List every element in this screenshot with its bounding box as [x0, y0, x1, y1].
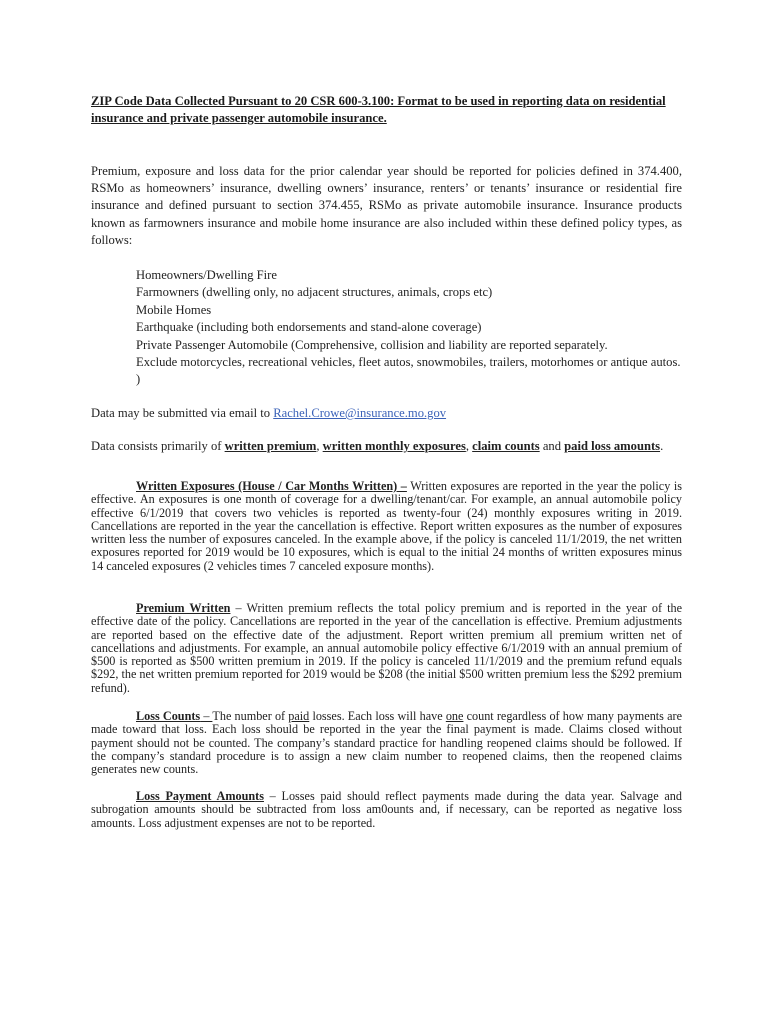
consists-separator: ,: [316, 439, 323, 453]
written-exposures-paragraph: [91, 480, 682, 573]
loss-counts-dash: –: [200, 709, 213, 723]
document-title: ZIP Code Data Collected Pursuant to 20 CSR 600-3.100: Format to be used in reporting data on residential insurance and private passenger automobile insurance.: [91, 94, 666, 125]
submission-text: Data may be submitted via email to: [91, 406, 274, 420]
submission-paragraph: [91, 405, 682, 422]
term-claim-counts: claim counts: [472, 439, 540, 453]
term-paid-loss-amounts: paid loss amounts: [564, 439, 661, 453]
intro-paragraph: Premium, exposure and loss data for the prior calendar year should be reported for policies defined in 374.400, RSMo as homeowners’ insurance, dwelling owners’ insurance, renters’ or tenants’ insurance or residential fire insurance and defined pursuant to section 374.455, RSMo as private automobile insurance. Insurance products known as farmowners insurance and mobile home insurance are also included within these defined policy types, as follows:: [91, 164, 682, 247]
data-consists-paragraph: [91, 439, 682, 454]
list-item: Homeowners/Dwelling Fire: [136, 268, 277, 282]
loss-counts-paragraph: [91, 710, 682, 776]
list-item: Earthquake (including both endorsements and stand-alone coverage): [136, 320, 482, 335]
term-written-premium: written premium: [224, 439, 317, 453]
loss-counts-text: count regardless of how many payments are made toward that loss. Each loss should be reported in the year the final payment is made. Claims closed without payment should not be counted. The company’s standard practice for handling reopened claims should be followed. If the company’s standard procedure is to assign a new claim number to reopened claims, then the reopened claims generates new counts.: [91, 709, 682, 777]
paid-emphasis: paid: [288, 709, 310, 723]
written-exposures-heading: Written Exposures (House / Car Months Written) –: [136, 479, 407, 493]
loss-counts-heading: Loss Counts: [136, 709, 201, 723]
premium-written-paragraph: [91, 602, 682, 695]
loss-counts-text: losses. Each loss will have: [309, 709, 446, 723]
list-item: Farmowners (dwelling only, no adjacent structures, animals, crops etc): [136, 285, 493, 300]
email-link[interactable]: Rachel.Crowe@insurance.mo.gov: [273, 406, 447, 420]
loss-payment-heading: Loss Payment Amounts: [136, 789, 264, 803]
one-emphasis: one: [445, 709, 464, 723]
consists-suffix: .: [660, 439, 664, 453]
loss-payment-body: – Losses paid should reflect payments made during the data year. Salvage and subrogation amounts should be subtracted from loss am0ounts and, if necessary, can be reported as negative loss amounts. Loss adjustment expenses are not to be reported.: [91, 789, 682, 830]
policy-type-list: [136, 267, 686, 389]
list-item: Mobile Homes: [136, 302, 212, 317]
list-item: Private Passenger Automobile (Comprehensive, collision and liability are reported separately.: [136, 337, 608, 352]
consists-separator: ,: [465, 439, 473, 453]
written-exposures-body: Written exposures are reported in the year the policy is effective. An exposures is one month of coverage for a dwelling/tenant/car. For example, an annual automobile policy effective 6/1/2019 that covers two vehicles is reported as twenty-four (24) monthly exposures writing in 2019. Cancellations are reported in the year the cancellation is effective. Report written exposures as the number of exposures written less the number of exposures canceled. In the example above, if the policy is canceled 11/1/2019, the net written exposures reported for 2019 would be 10 exposures, which is equal to the initial 24 months of written exposures minus 14 canceled exposures (2 vehicles times 7 canceled exposure months).: [91, 479, 682, 573]
premium-written-body: – Written premium reflects the total policy premium and is reported in the year of the effective date of the policy. Cancellations are reported in the year of the cancellation is effective. Premium adjustments are reported based on the effective date of the adjustment. Report written premium all premium written net of cancellations and adjustments. For example, an annual automobile policy effective 6/1/2019 with an annual premium of $500 is reported as $500 written premium in 2019. If the policy is canceled 11/1/2019 and the premium refund equals $292, the net written premium reported for 2019 would be $208 (the initial $500 written premium less the $292 premium refund).: [91, 601, 683, 695]
list-item: Exclude motorcycles, recreational vehicles, fleet autos, snowmobiles, trailers, motorhomes or antique autos. ): [136, 355, 681, 387]
loss-payment-paragraph: [91, 790, 682, 830]
term-written-monthly-exposures: written monthly exposures: [322, 439, 466, 453]
premium-written-heading: Premium Written: [136, 601, 231, 615]
consists-prefix: Data consists primarily of: [91, 439, 225, 453]
consists-separator: and: [539, 439, 565, 453]
loss-counts-text: The number of: [212, 709, 289, 723]
